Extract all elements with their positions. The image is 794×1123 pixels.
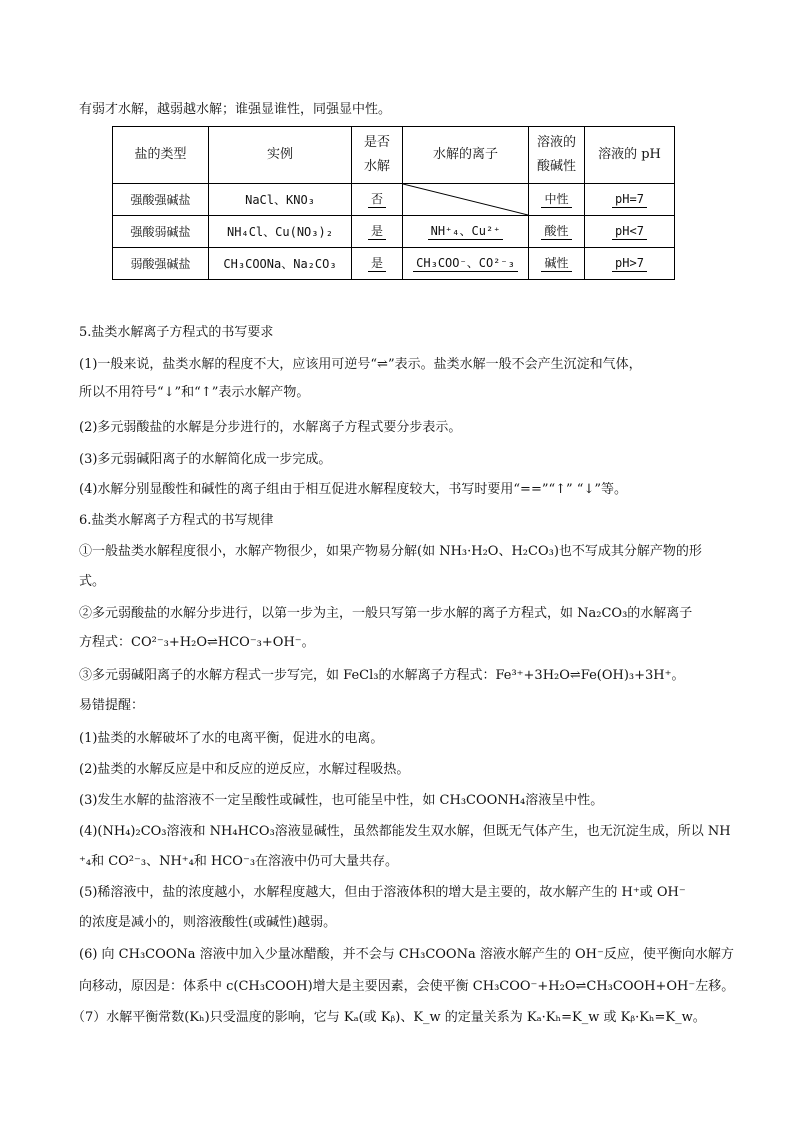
section5-p3: (3)多元弱碱阳离子的水解简化成一步完成。 bbox=[79, 452, 332, 467]
table-row bbox=[113, 216, 675, 248]
table-row bbox=[113, 248, 675, 280]
header-hydrolysis-bottom: 水解 bbox=[363, 159, 390, 174]
cell-acidity: 中性 bbox=[529, 184, 585, 216]
section6-r2a: ②多元弱酸盐的水解分步进行，以第一步为主，一般只写第一步水解的离子方程式，如 Na₂CO₃的水解离子 bbox=[79, 606, 693, 621]
section5-p4: (4)水解分别显酸性和碱性的离子组由于相互促进水解程度较大，书写时要用“==”“↑” “↓”等。 bbox=[79, 482, 627, 497]
section6-r3: ③多元弱碱阳离子的水解方程式一步写完，如 FeCl₃的水解离子方程式：Fe³⁺+3H₂O⇌Fe(OH)₃+3H⁺。 bbox=[79, 668, 685, 683]
header-hydrolysis-top: 是否 bbox=[363, 135, 390, 150]
cell-example: CH₃COONa、Na₂CO₃ bbox=[209, 248, 352, 280]
section5-title: 5.盐类水解离子方程式的书写要求 bbox=[79, 325, 274, 340]
tip-4b: ⁺₄和 CO²⁻₃、NH⁺₄和 HCO⁻₃在溶液中仍可大量共存。 bbox=[79, 854, 399, 869]
cell-ph: pH=7 bbox=[585, 184, 675, 216]
header-salt-type: 盐的类型 bbox=[113, 127, 209, 184]
intro-text: 有弱才水解，越弱越水解；谁强显谁性，同强显中性。 bbox=[79, 102, 392, 117]
tips-title: 易错提醒： bbox=[79, 698, 145, 713]
cell-ph: pH>7 bbox=[585, 248, 675, 280]
cell-hydrolysis: 是 bbox=[352, 216, 403, 248]
header-hydrolysis bbox=[352, 127, 403, 184]
cell-acidity: 碱性 bbox=[529, 248, 585, 280]
header-ions: 水解的离子 bbox=[403, 127, 529, 184]
tip-6a: (6) 向 CH₃COONa 溶液中加入少量冰醋酸，并不会与 CH₃COONa 溶液水解产生的 OH⁻反应，使平衡向水解方 bbox=[79, 947, 734, 962]
header-acidity bbox=[529, 127, 585, 184]
cell-ions: CH₃COO⁻、CO²⁻₃ bbox=[403, 248, 529, 280]
tip-2: (2)盐类的水解反应是中和反应的逆反应，水解过程吸热。 bbox=[79, 762, 410, 777]
tip-5b: 的浓度是减小的，则溶液酸性(或碱性)越弱。 bbox=[79, 915, 337, 930]
section5-p1a: (1)一般来说，盐类水解的程度不大，应该用可逆号“⇌”表示。盐类水解一般不会产生沉淀和气体， bbox=[79, 357, 642, 372]
section6-r2b: 方程式：CO²⁻₃+H₂O⇌HCO⁻₃+OH⁻。 bbox=[79, 635, 315, 650]
tip-7: （7）水解平衡常数(Kₕ)只受温度的影响，它与 Kₐ(或 Kᵦ)、K_w 的定量关系为 Kₐ·Kₕ=K_w 或 Kᵦ·Kₕ=K_w。 bbox=[72, 1010, 706, 1025]
tip-5a: (5)稀溶液中，盐的浓度越小，水解程度越大，但由于溶液体积的增大是主要的，故水解产生的 H⁺或 OH⁻ bbox=[79, 885, 686, 900]
diagonal-slash bbox=[403, 184, 528, 215]
cell-hydrolysis: 否 bbox=[352, 184, 403, 216]
header-example: 实例 bbox=[209, 127, 352, 184]
tip-3: (3)发生水解的盐溶液不一定呈酸性或碱性，也可能呈中性，如 CH₃COONH₄溶液呈中性。 bbox=[79, 793, 604, 808]
cell-ph: pH<7 bbox=[585, 216, 675, 248]
cell-ions-empty bbox=[403, 184, 529, 216]
tip-6b: 向移动，原因是：体系中 c(CH₃COOH)增大是主要因素，会使平衡 CH₃COO⁻+H₂O⇌CH₃COOH+OH⁻左移。 bbox=[79, 979, 735, 994]
cell-acidity: 酸性 bbox=[529, 216, 585, 248]
cell-example: NH₄Cl、Cu(NO₃)₂ bbox=[209, 216, 352, 248]
cell-type: 强酸弱碱盐 bbox=[113, 216, 209, 248]
header-acidity-bottom: 酸碱性 bbox=[536, 159, 576, 174]
section6-r1b: 式。 bbox=[79, 574, 106, 589]
tip-1: (1)盐类的水解破坏了水的电离平衡，促进水的电离。 bbox=[79, 731, 384, 746]
header-acidity-top: 溶液的 bbox=[536, 135, 576, 150]
table-header-row bbox=[113, 127, 675, 184]
section5-p1b: 所以不用符号“↓”和“↑”表示水解产物。 bbox=[79, 385, 310, 400]
cell-ions: NH⁺₄、Cu²⁺ bbox=[403, 216, 529, 248]
tip-4a: (4)(NH₄)₂CO₃溶液和 NH₄HCO₃溶液显碱性，虽然都能发生双水解，但既无气体产生，也无沉淀生成，所以 NH bbox=[79, 824, 731, 839]
header-ph: 溶液的 pH bbox=[585, 127, 675, 184]
section6-r1a: ①一般盐类水解程度很小，水解产物很少，如果产物易分解(如 NH₃·H₂O、H₂CO₃)也不写成其分解产物的形 bbox=[79, 544, 702, 559]
cell-hydrolysis: 是 bbox=[352, 248, 403, 280]
cell-type: 强酸强碱盐 bbox=[113, 184, 209, 216]
section6-title: 6.盐类水解离子方程式的书写规律 bbox=[79, 513, 274, 528]
salt-hydrolysis-table bbox=[112, 126, 675, 280]
table-row bbox=[113, 184, 675, 216]
cell-example: NaCl、KNO₃ bbox=[209, 184, 352, 216]
cell-type: 弱酸强碱盐 bbox=[113, 248, 209, 280]
section5-p2: (2)多元弱酸盐的水解是分步进行的，水解离子方程式要分步表示。 bbox=[79, 420, 462, 435]
